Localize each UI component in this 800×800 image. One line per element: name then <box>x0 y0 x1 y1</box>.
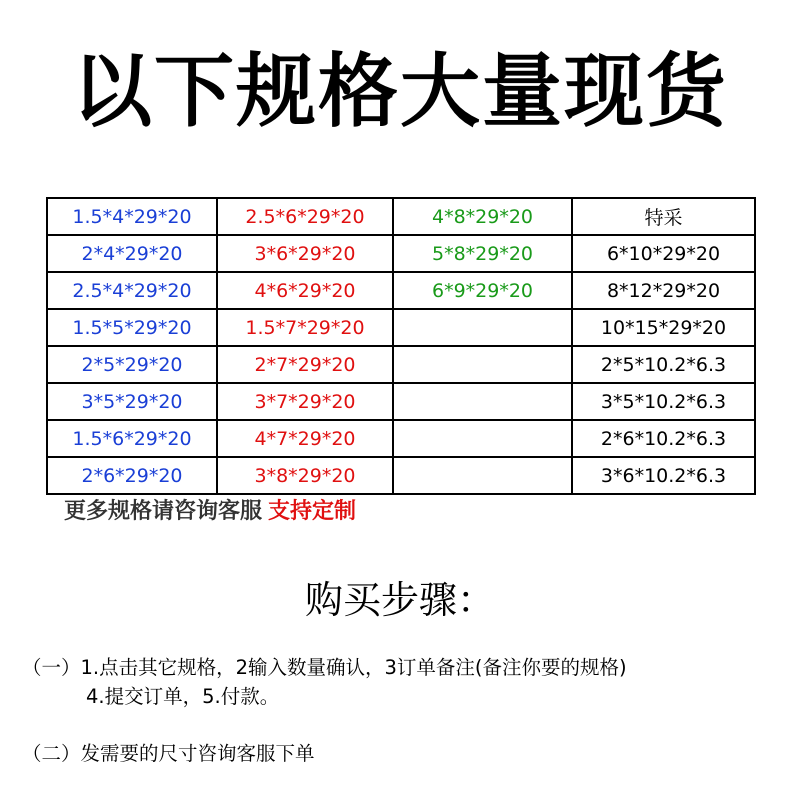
spec-cell: 2.5*6*29*20 <box>217 198 393 235</box>
spec-cell: 4*8*29*20 <box>393 198 572 235</box>
table-row <box>47 346 755 383</box>
spec-cell: 2.5*4*29*20 <box>47 272 217 309</box>
spec-cell <box>393 457 572 494</box>
spec-cell: 1.5*6*29*20 <box>47 420 217 457</box>
spec-cell <box>393 383 572 420</box>
spec-cell: 4*6*29*20 <box>217 272 393 309</box>
table-row <box>47 420 755 457</box>
spec-cell: 1.5*5*29*20 <box>47 309 217 346</box>
spec-cell: 2*4*29*20 <box>47 235 217 272</box>
spec-cell: 2*6*10.2*6.3 <box>572 420 755 457</box>
step-1-line-1: （一）1.点击其它规格，2输入数量确认，3订单备注(备注你要的规格) <box>22 656 627 679</box>
spec-cell: 8*12*29*20 <box>572 272 755 309</box>
spec-cell: 10*15*29*20 <box>572 309 755 346</box>
step-1-line-2: 4.提交订单，5.付款。 <box>86 685 280 708</box>
table-row <box>47 272 755 309</box>
spec-cell: 特采 <box>572 198 755 235</box>
spec-cell <box>393 309 572 346</box>
spec-cell: 1.5*4*29*20 <box>47 198 217 235</box>
table-row <box>47 383 755 420</box>
spec-cell: 3*7*29*20 <box>217 383 393 420</box>
spec-table <box>46 197 756 495</box>
spec-cell: 3*6*10.2*6.3 <box>572 457 755 494</box>
page-title: 以下规格大量现货 <box>72 45 728 138</box>
table-row <box>47 198 755 235</box>
table-row <box>47 309 755 346</box>
spec-cell: 4*7*29*20 <box>217 420 393 457</box>
spec-cell: 2*5*10.2*6.3 <box>572 346 755 383</box>
spec-cell: 1.5*7*29*20 <box>217 309 393 346</box>
spec-cell: 6*10*29*20 <box>572 235 755 272</box>
spec-cell: 5*8*29*20 <box>393 235 572 272</box>
table-row <box>47 457 755 494</box>
table-row <box>47 235 755 272</box>
spec-cell: 3*6*29*20 <box>217 235 393 272</box>
custom-support-highlight: 支持定制 <box>268 499 357 524</box>
spec-cell <box>393 346 572 383</box>
spec-cell: 3*5*10.2*6.3 <box>572 383 755 420</box>
spec-cell: 3*5*29*20 <box>47 383 217 420</box>
note-text: 更多规格请咨询客服 <box>64 499 263 524</box>
spec-cell: 3*8*29*20 <box>217 457 393 494</box>
spec-cell: 6*9*29*20 <box>393 272 572 309</box>
more-specs-note <box>64 494 356 525</box>
spec-cell: 2*6*29*20 <box>47 457 217 494</box>
spec-cell: 2*7*29*20 <box>217 346 393 383</box>
steps-title: 购买步骤： <box>304 578 495 622</box>
step-2: （二）发需要的尺寸咨询客服下单 <box>22 742 315 765</box>
spec-cell: 2*5*29*20 <box>47 346 217 383</box>
spec-cell <box>393 420 572 457</box>
